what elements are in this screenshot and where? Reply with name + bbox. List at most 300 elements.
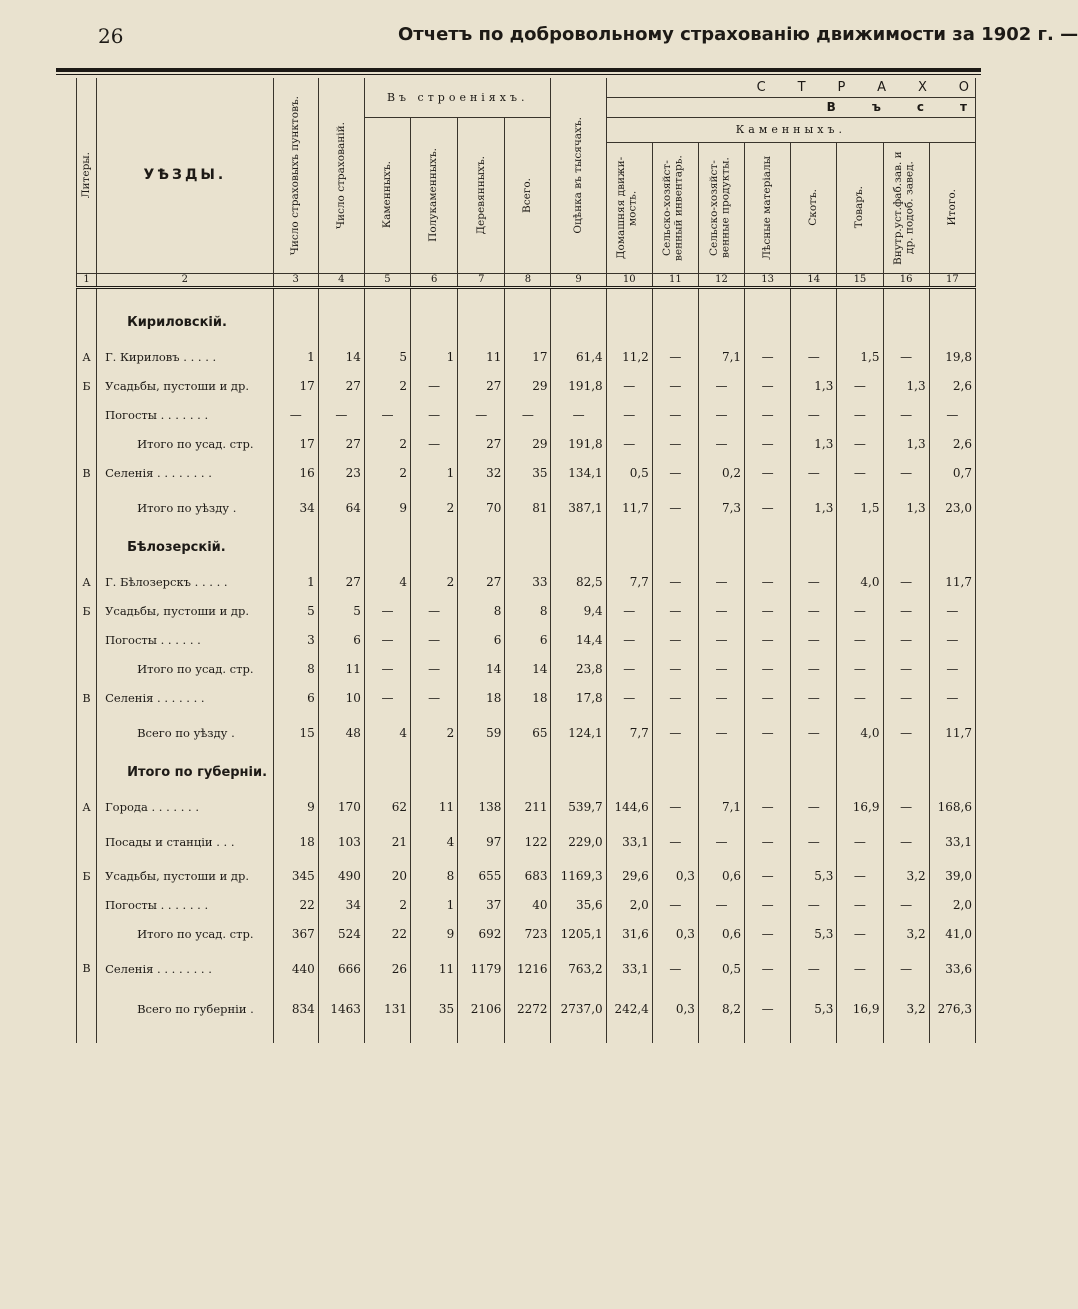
value-cell: — bbox=[745, 862, 791, 891]
value-cell: 2,6 bbox=[929, 372, 975, 401]
value-cell: 5 bbox=[364, 343, 410, 372]
row-literal bbox=[77, 430, 97, 459]
table-row bbox=[77, 713, 976, 753]
value-cell: — bbox=[411, 597, 458, 626]
value-cell: 11 bbox=[318, 655, 364, 684]
value-cell: — bbox=[837, 862, 883, 891]
value-cell: — bbox=[745, 343, 791, 372]
value-cell: — bbox=[652, 488, 698, 528]
row-name: Города . . . . . . . bbox=[97, 793, 274, 822]
value-cell: — bbox=[745, 626, 791, 655]
value-cell: 59 bbox=[458, 713, 505, 753]
value-cell: — bbox=[883, 401, 929, 430]
value-cell: — bbox=[791, 793, 837, 822]
value-cell: 683 bbox=[505, 862, 551, 891]
row-literal: Б bbox=[77, 597, 97, 626]
value-cell: — bbox=[411, 684, 458, 713]
value-cell: 21 bbox=[364, 822, 410, 862]
section-title: Кириловскій. bbox=[97, 303, 274, 343]
empty-cell bbox=[606, 753, 652, 793]
value-cell: 144,6 bbox=[606, 793, 652, 822]
value-cell: 17 bbox=[505, 343, 551, 372]
value-cell: 1 bbox=[411, 891, 458, 920]
value-cell: 16,9 bbox=[837, 989, 883, 1029]
value-cell: — bbox=[837, 401, 883, 430]
table-row bbox=[77, 597, 976, 626]
value-cell: — bbox=[837, 920, 883, 949]
value-cell: 8 bbox=[458, 597, 505, 626]
value-cell: — bbox=[411, 655, 458, 684]
value-cell: — bbox=[883, 822, 929, 862]
header-in-buildings: Въ строеніяхъ. bbox=[364, 78, 551, 117]
value-cell: 82,5 bbox=[551, 568, 606, 597]
value-cell: 4,0 bbox=[837, 713, 883, 753]
value-cell: 0,5 bbox=[606, 459, 652, 488]
header-farm-inventory: Сельско-хозяйст-венный инвентарь. bbox=[652, 142, 698, 273]
value-cell: 29 bbox=[505, 430, 551, 459]
value-cell: — bbox=[745, 949, 791, 989]
value-cell: 6 bbox=[458, 626, 505, 655]
spacer-cell bbox=[883, 287, 929, 303]
value-cell: 242,4 bbox=[606, 989, 652, 1029]
spacer-cell bbox=[411, 287, 458, 303]
spacer-cell bbox=[551, 1029, 606, 1043]
value-cell: 0,3 bbox=[652, 989, 698, 1029]
value-cell: 26 bbox=[364, 949, 410, 989]
row-name: Итого по усад. стр. bbox=[97, 430, 274, 459]
column-number: 2 bbox=[97, 273, 274, 287]
table-body bbox=[77, 287, 976, 1043]
value-cell: 2,6 bbox=[929, 430, 975, 459]
value-cell: 70 bbox=[458, 488, 505, 528]
value-cell: 168,6 bbox=[929, 793, 975, 822]
value-cell: — bbox=[837, 891, 883, 920]
value-cell: — bbox=[883, 655, 929, 684]
empty-cell bbox=[318, 753, 364, 793]
value-cell: — bbox=[791, 459, 837, 488]
value-cell: 1216 bbox=[505, 949, 551, 989]
value-cell: — bbox=[745, 488, 791, 528]
spacer-cell bbox=[97, 287, 274, 303]
value-cell: — bbox=[791, 343, 837, 372]
row-literal bbox=[77, 822, 97, 862]
row-name: Всего по уѣзду . bbox=[97, 713, 274, 753]
row-name: Усадьбы, пустоши и др. bbox=[97, 597, 274, 626]
value-cell: — bbox=[411, 401, 458, 430]
value-cell: 33 bbox=[505, 568, 551, 597]
value-cell: 2 bbox=[364, 891, 410, 920]
row-literal bbox=[77, 626, 97, 655]
value-cell: 7,7 bbox=[606, 713, 652, 753]
value-cell: — bbox=[652, 949, 698, 989]
value-cell: — bbox=[791, 713, 837, 753]
value-cell: 11 bbox=[411, 793, 458, 822]
page-title: Отчетъ по добровольному страхованію движимости за 1902 г. — bbox=[398, 24, 1078, 45]
spacer-cell bbox=[318, 1029, 364, 1043]
value-cell: 61,4 bbox=[551, 343, 606, 372]
spacer-cell bbox=[652, 1029, 698, 1043]
header-cattle: Скотъ. bbox=[791, 142, 837, 273]
value-cell: 27 bbox=[458, 372, 505, 401]
value-cell: 763,2 bbox=[551, 949, 606, 989]
value-cell: 33,6 bbox=[929, 949, 975, 989]
empty-cell bbox=[883, 528, 929, 568]
value-cell: — bbox=[698, 822, 744, 862]
empty-cell bbox=[745, 303, 791, 343]
spacer-cell bbox=[458, 287, 505, 303]
value-cell: — bbox=[745, 655, 791, 684]
value-cell: 1,3 bbox=[791, 488, 837, 528]
empty-cell bbox=[77, 528, 97, 568]
column-number: 17 bbox=[929, 273, 975, 287]
empty-cell bbox=[458, 753, 505, 793]
value-cell: — bbox=[652, 343, 698, 372]
table-row bbox=[77, 459, 976, 488]
value-cell: 1,5 bbox=[837, 343, 883, 372]
value-cell: — bbox=[745, 568, 791, 597]
empty-cell bbox=[551, 303, 606, 343]
value-cell: 5 bbox=[273, 597, 318, 626]
value-cell: 2,0 bbox=[929, 891, 975, 920]
value-cell: — bbox=[883, 597, 929, 626]
empty-cell bbox=[318, 528, 364, 568]
value-cell: — bbox=[791, 949, 837, 989]
header-rule bbox=[56, 68, 981, 72]
column-number: 11 bbox=[652, 273, 698, 287]
row-name: Селенія . . . . . . . . bbox=[97, 949, 274, 989]
empty-cell bbox=[652, 303, 698, 343]
value-cell: — bbox=[883, 793, 929, 822]
value-cell: 0,2 bbox=[698, 459, 744, 488]
column-number: 7 bbox=[458, 273, 505, 287]
value-cell: 81 bbox=[505, 488, 551, 528]
value-cell: — bbox=[929, 626, 975, 655]
row-name: Усадьбы, пустоши и др. bbox=[97, 372, 274, 401]
value-cell: — bbox=[883, 626, 929, 655]
value-cell: 23 bbox=[318, 459, 364, 488]
spacer-cell bbox=[505, 287, 551, 303]
row-literal bbox=[77, 920, 97, 949]
value-cell: 1169,3 bbox=[551, 862, 606, 891]
page-number: 26 bbox=[98, 24, 124, 48]
spacer-cell bbox=[837, 287, 883, 303]
header-factory-equip: Внутр.уст.фаб.зав. и др. подоб. завед. bbox=[883, 142, 929, 273]
value-cell: — bbox=[883, 459, 929, 488]
value-cell: 14 bbox=[458, 655, 505, 684]
value-cell: — bbox=[745, 713, 791, 753]
spacer-cell bbox=[505, 1029, 551, 1043]
value-cell: 33,1 bbox=[929, 822, 975, 862]
row-name: Погосты . . . . . . . bbox=[97, 891, 274, 920]
value-cell: 1,3 bbox=[791, 372, 837, 401]
value-cell: 4 bbox=[364, 713, 410, 753]
value-cell: — bbox=[273, 401, 318, 430]
value-cell: 10 bbox=[318, 684, 364, 713]
empty-cell bbox=[606, 303, 652, 343]
empty-cell bbox=[364, 528, 410, 568]
value-cell: — bbox=[652, 684, 698, 713]
empty-cell bbox=[698, 753, 744, 793]
empty-cell bbox=[698, 528, 744, 568]
value-cell: 490 bbox=[318, 862, 364, 891]
value-cell: 191,8 bbox=[551, 372, 606, 401]
value-cell: 103 bbox=[318, 822, 364, 862]
value-cell: 9,4 bbox=[551, 597, 606, 626]
empty-cell bbox=[606, 528, 652, 568]
header-farm-products: Сельско-хозяйст-венные продукты. bbox=[698, 142, 744, 273]
value-cell: — bbox=[652, 568, 698, 597]
value-cell: — bbox=[364, 597, 410, 626]
value-cell: 7,7 bbox=[606, 568, 652, 597]
spacer-cell bbox=[791, 1029, 837, 1043]
empty-cell bbox=[929, 528, 975, 568]
value-cell: — bbox=[791, 626, 837, 655]
value-cell: 65 bbox=[505, 713, 551, 753]
value-cell: 11 bbox=[458, 343, 505, 372]
value-cell: 18 bbox=[505, 684, 551, 713]
column-number: 16 bbox=[883, 273, 929, 287]
spacer-cell bbox=[97, 1029, 274, 1043]
value-cell: 5,3 bbox=[791, 920, 837, 949]
value-cell: 33,1 bbox=[606, 949, 652, 989]
spacer-cell bbox=[364, 287, 410, 303]
value-cell: 170 bbox=[318, 793, 364, 822]
header-uezd: УѢЗДЫ. bbox=[97, 78, 274, 273]
value-cell: 655 bbox=[458, 862, 505, 891]
empty-cell bbox=[364, 303, 410, 343]
empty-cell bbox=[929, 753, 975, 793]
value-cell: 14 bbox=[505, 655, 551, 684]
value-cell: 1,3 bbox=[883, 372, 929, 401]
value-cell: 19,8 bbox=[929, 343, 975, 372]
value-cell: 0,3 bbox=[652, 862, 698, 891]
value-cell: 1,3 bbox=[791, 430, 837, 459]
spacer-cell bbox=[883, 1029, 929, 1043]
row-literal bbox=[77, 989, 97, 1029]
value-cell: — bbox=[606, 684, 652, 713]
value-cell: 3,2 bbox=[883, 989, 929, 1029]
value-cell: 7,1 bbox=[698, 343, 744, 372]
value-cell: 2 bbox=[364, 430, 410, 459]
value-cell: — bbox=[745, 793, 791, 822]
empty-cell bbox=[551, 753, 606, 793]
spacer-cell bbox=[698, 1029, 744, 1043]
value-cell: — bbox=[883, 568, 929, 597]
row-name: Г. Кириловъ . . . . . bbox=[97, 343, 274, 372]
empty-cell bbox=[551, 528, 606, 568]
table-row bbox=[77, 626, 976, 655]
value-cell: 539,7 bbox=[551, 793, 606, 822]
spacer-cell bbox=[606, 1029, 652, 1043]
value-cell: — bbox=[745, 597, 791, 626]
value-cell: 8 bbox=[411, 862, 458, 891]
value-cell: — bbox=[652, 372, 698, 401]
value-cell: 4,0 bbox=[837, 568, 883, 597]
spacer-cell bbox=[652, 287, 698, 303]
value-cell: 8 bbox=[273, 655, 318, 684]
row-name: Погосты . . . . . . bbox=[97, 626, 274, 655]
table-row bbox=[77, 949, 976, 989]
value-cell: — bbox=[791, 891, 837, 920]
value-cell: 0,3 bbox=[652, 920, 698, 949]
column-number: 10 bbox=[606, 273, 652, 287]
empty-cell bbox=[791, 528, 837, 568]
value-cell: — bbox=[411, 626, 458, 655]
value-cell: 2 bbox=[411, 488, 458, 528]
column-number: 15 bbox=[837, 273, 883, 287]
value-cell: 7,1 bbox=[698, 793, 744, 822]
value-cell: — bbox=[364, 401, 410, 430]
spacer-cell bbox=[745, 1029, 791, 1043]
value-cell: — bbox=[652, 626, 698, 655]
column-number: 1 bbox=[77, 273, 97, 287]
value-cell: 124,1 bbox=[551, 713, 606, 753]
value-cell: 39,0 bbox=[929, 862, 975, 891]
empty-cell bbox=[837, 528, 883, 568]
value-cell: 3,2 bbox=[883, 920, 929, 949]
table-row bbox=[77, 372, 976, 401]
value-cell: 9 bbox=[273, 793, 318, 822]
header-home-movables: Домашняя движи-мость. bbox=[606, 142, 652, 273]
row-literal bbox=[77, 891, 97, 920]
header-forest-materials: Лѣсные матеріалы bbox=[745, 142, 791, 273]
value-cell: 22 bbox=[364, 920, 410, 949]
value-cell: 37 bbox=[458, 891, 505, 920]
value-cell: — bbox=[551, 401, 606, 430]
table-row bbox=[77, 793, 976, 822]
header-insured: С Т Р А Х О bbox=[606, 78, 975, 97]
empty-cell bbox=[505, 528, 551, 568]
spacer-cell bbox=[791, 287, 837, 303]
value-cell: — bbox=[652, 459, 698, 488]
value-cell: 6 bbox=[273, 684, 318, 713]
empty-cell bbox=[411, 528, 458, 568]
value-cell: 29,6 bbox=[606, 862, 652, 891]
value-cell: 723 bbox=[505, 920, 551, 949]
value-cell: — bbox=[837, 372, 883, 401]
empty-cell bbox=[411, 303, 458, 343]
empty-cell bbox=[929, 303, 975, 343]
value-cell: 1,5 bbox=[837, 488, 883, 528]
row-literal bbox=[77, 401, 97, 430]
value-cell: — bbox=[698, 568, 744, 597]
column-number-row bbox=[77, 273, 976, 287]
value-cell: — bbox=[505, 401, 551, 430]
value-cell: 211 bbox=[505, 793, 551, 822]
spacer-cell bbox=[551, 287, 606, 303]
column-number: 9 bbox=[551, 273, 606, 287]
value-cell: 11 bbox=[411, 949, 458, 989]
value-cell: — bbox=[698, 401, 744, 430]
header-half-stone: Полукаменныхъ. bbox=[411, 117, 458, 273]
value-cell: — bbox=[791, 597, 837, 626]
value-cell: — bbox=[411, 430, 458, 459]
empty-cell bbox=[791, 753, 837, 793]
value-cell: — bbox=[883, 891, 929, 920]
value-cell: 17 bbox=[273, 430, 318, 459]
value-cell: 0,6 bbox=[698, 862, 744, 891]
value-cell: 1 bbox=[411, 459, 458, 488]
section-row bbox=[77, 753, 976, 793]
value-cell: 11,7 bbox=[929, 568, 975, 597]
value-cell: 138 bbox=[458, 793, 505, 822]
value-cell: — bbox=[698, 891, 744, 920]
value-cell: 2272 bbox=[505, 989, 551, 1029]
value-cell: 18 bbox=[458, 684, 505, 713]
value-cell: 20 bbox=[364, 862, 410, 891]
value-cell: — bbox=[745, 822, 791, 862]
value-cell: 1179 bbox=[458, 949, 505, 989]
section-row bbox=[77, 303, 976, 343]
value-cell: — bbox=[745, 989, 791, 1029]
column-number: 4 bbox=[318, 273, 364, 287]
section-title: Итого по губерніи. bbox=[97, 753, 274, 793]
value-cell: — bbox=[318, 401, 364, 430]
column-number: 6 bbox=[411, 273, 458, 287]
value-cell: 15 bbox=[273, 713, 318, 753]
value-cell: 5,3 bbox=[791, 862, 837, 891]
value-cell: 524 bbox=[318, 920, 364, 949]
value-cell: 35,6 bbox=[551, 891, 606, 920]
table-row bbox=[77, 862, 976, 891]
value-cell: 134,1 bbox=[551, 459, 606, 488]
value-cell: — bbox=[791, 684, 837, 713]
value-cell: — bbox=[652, 793, 698, 822]
value-cell: 64 bbox=[318, 488, 364, 528]
value-cell: 387,1 bbox=[551, 488, 606, 528]
value-cell: 9 bbox=[364, 488, 410, 528]
empty-cell bbox=[411, 753, 458, 793]
table-row bbox=[77, 401, 976, 430]
value-cell: — bbox=[364, 626, 410, 655]
value-cell: — bbox=[745, 459, 791, 488]
value-cell: 33,1 bbox=[606, 822, 652, 862]
value-cell: — bbox=[698, 626, 744, 655]
value-cell: — bbox=[698, 372, 744, 401]
spacer-cell bbox=[77, 287, 97, 303]
value-cell: 8 bbox=[505, 597, 551, 626]
empty-cell bbox=[652, 753, 698, 793]
value-cell: — bbox=[837, 949, 883, 989]
value-cell: — bbox=[698, 655, 744, 684]
value-cell: — bbox=[364, 655, 410, 684]
value-cell: 35 bbox=[505, 459, 551, 488]
spacer-row bbox=[77, 1029, 976, 1043]
spacer-cell bbox=[745, 287, 791, 303]
empty-cell bbox=[837, 753, 883, 793]
value-cell: 1 bbox=[273, 568, 318, 597]
value-cell: — bbox=[652, 401, 698, 430]
row-literal: В bbox=[77, 459, 97, 488]
value-cell: — bbox=[791, 655, 837, 684]
value-cell: 32 bbox=[458, 459, 505, 488]
header-total: Всего. bbox=[505, 117, 551, 273]
header-valuation: Оцѣнка въ тысячахъ. bbox=[551, 78, 606, 273]
value-cell: — bbox=[698, 597, 744, 626]
column-number: 12 bbox=[698, 273, 744, 287]
row-name: Всего по губерніи . bbox=[97, 989, 274, 1029]
value-cell: 27 bbox=[318, 430, 364, 459]
value-cell: 62 bbox=[364, 793, 410, 822]
value-cell: 29 bbox=[505, 372, 551, 401]
header-insured-points: Число страховыхъ пунктовъ. bbox=[273, 78, 318, 273]
header-stone: Каменныхъ. bbox=[364, 117, 410, 273]
value-cell: 4 bbox=[364, 568, 410, 597]
value-cell: 5,3 bbox=[791, 989, 837, 1029]
value-cell: — bbox=[791, 822, 837, 862]
table-row bbox=[77, 655, 976, 684]
value-cell: 345 bbox=[273, 862, 318, 891]
